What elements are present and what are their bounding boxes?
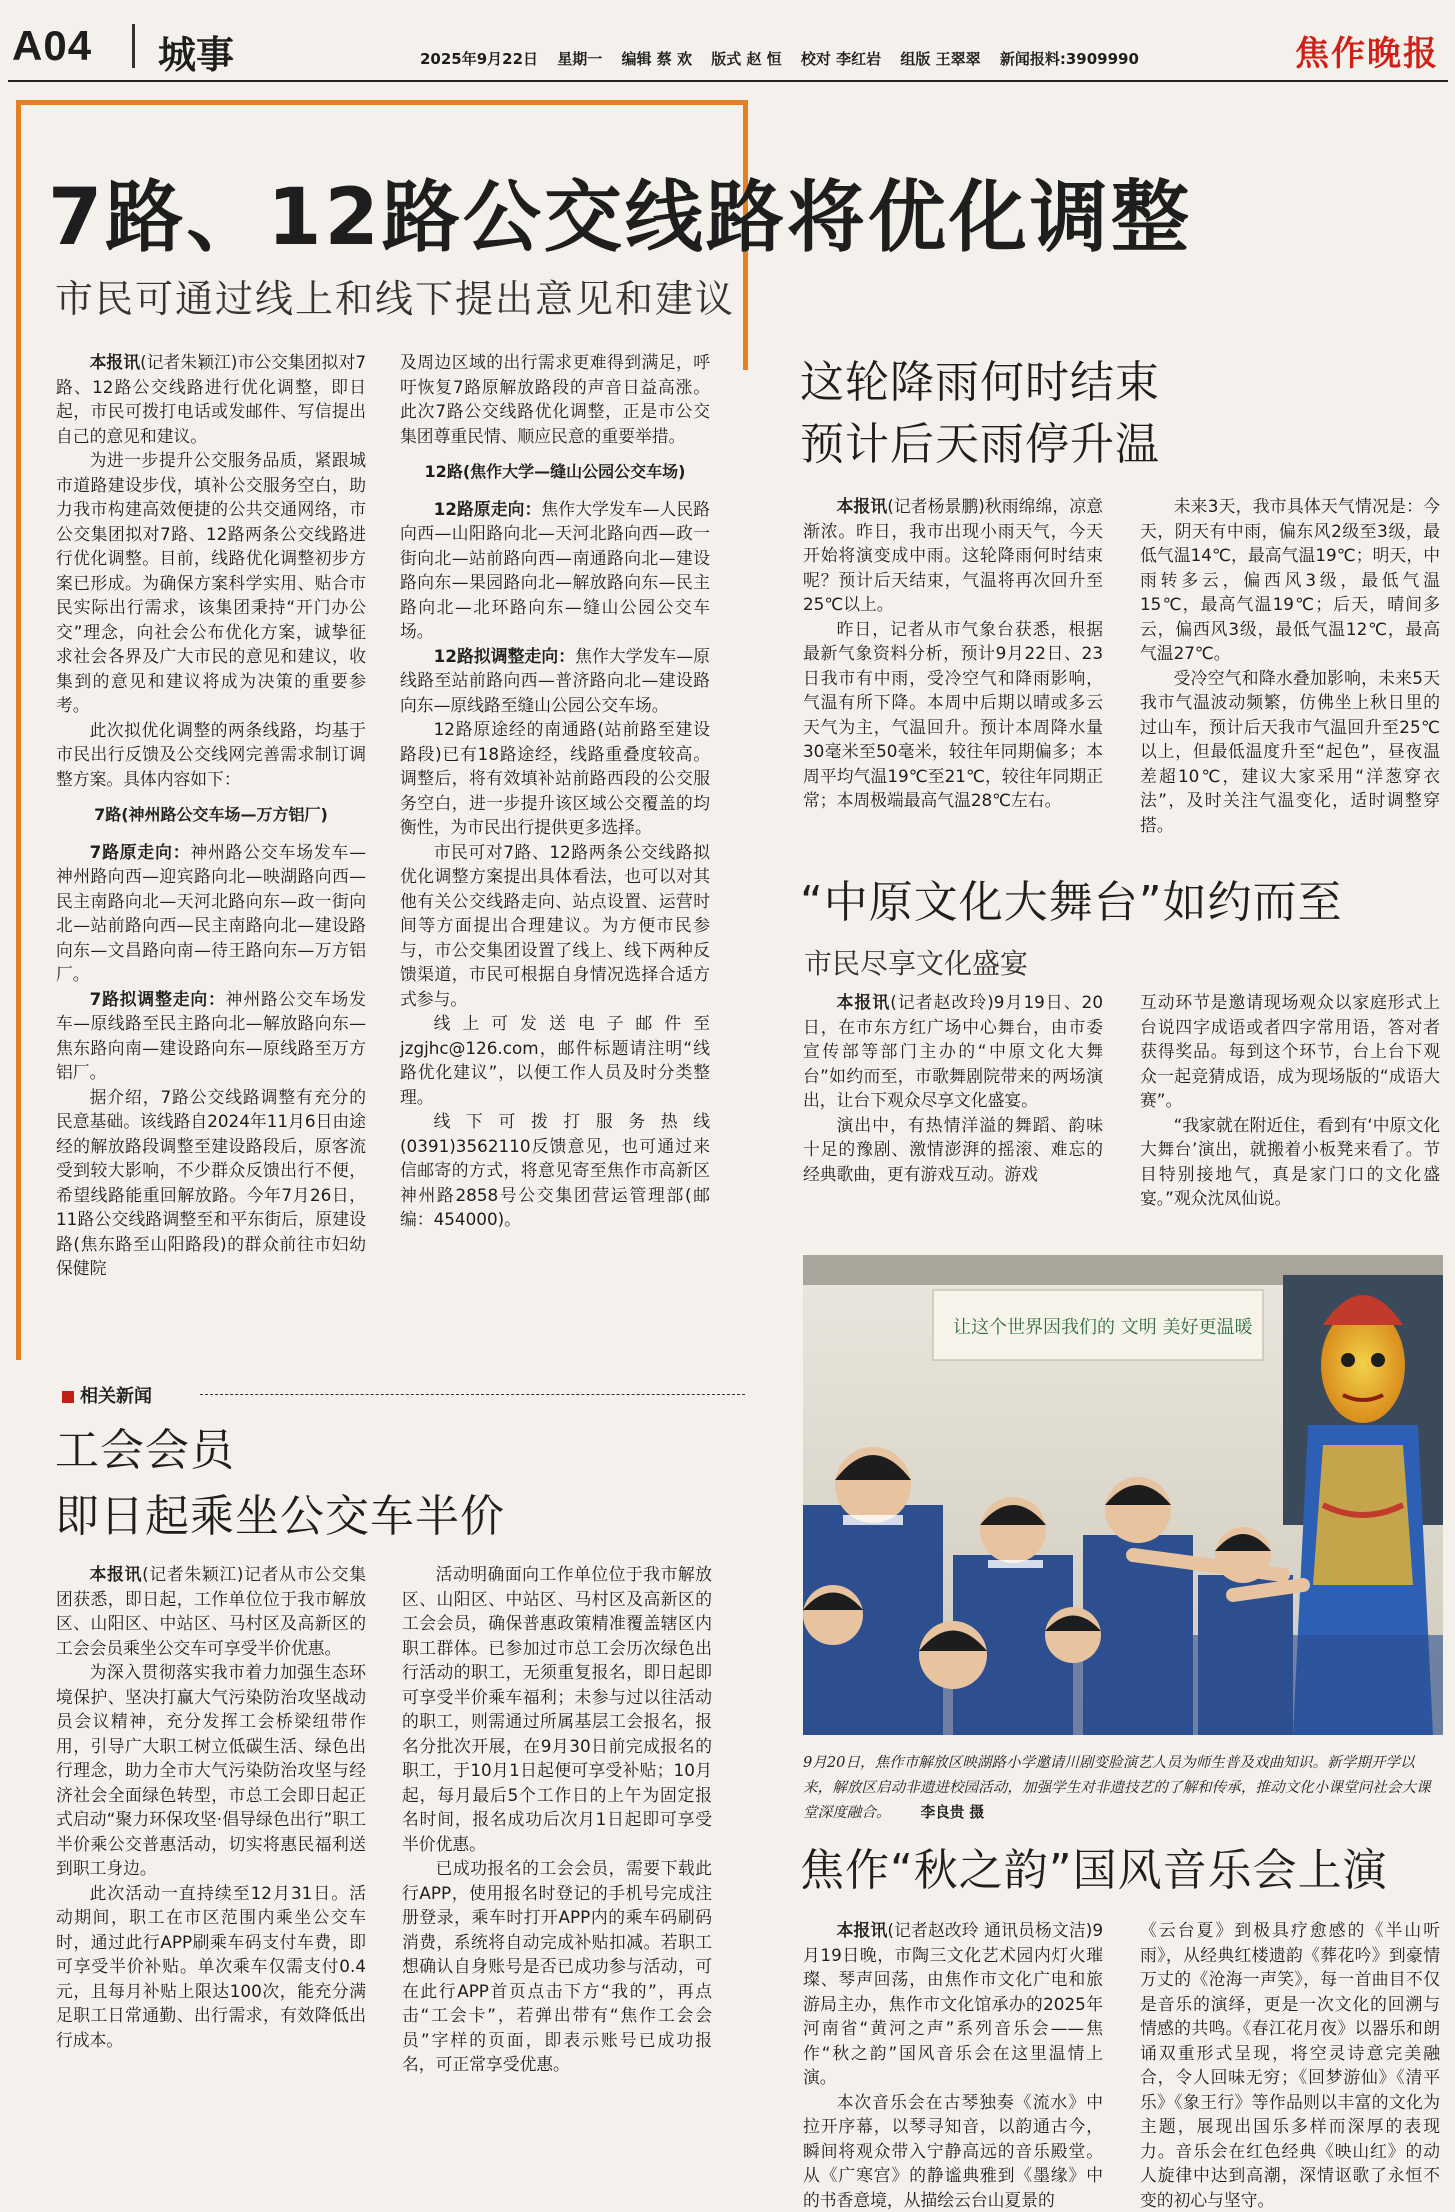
weather-column-1 [803, 494, 1103, 813]
lead-story-column-2 [400, 350, 710, 1232]
related-title-line2: 即日起乘坐公交车半价 [55, 1484, 505, 1550]
wall-banner-text: 让这个世界因我们的 文明 美好更温暖 [953, 1317, 1252, 1338]
layout-designer: 版式 赵 恒 [711, 50, 781, 68]
culture-column-2 [1140, 990, 1440, 1211]
paragraph: 此次拟优化调整的两条线路，均基于市民出行反馈及公交线网完善需求制订调整方案。具体内容如下： [56, 718, 366, 792]
paragraph: 12路原途经的南通路(站前路至建设路段)已有18路途经，线路重叠度较高。调整后，将有效填补站前路西段的公交服务空白，进一步提升该区域公交覆盖的均衡性，为市民出行提供更多选择。 [400, 717, 710, 840]
related-news-tag: 相关新闻 [62, 1382, 152, 1408]
typesetter: 组版 王翠翠 [900, 50, 980, 68]
paragraph: 线下可拨打服务热线(0391)3562110反馈意见，也可通过来信邮寄的方式，将意见寄至焦作市高新区神州路2858号公交集团营运管理部(邮编：454000)。 [400, 1109, 710, 1232]
culture-title: “中原文化大舞台”如约而至 [800, 870, 1343, 936]
classroom-scene-illustration [803, 1255, 1443, 1735]
weather-title-line2: 预计后天雨停升温 [800, 412, 1160, 478]
paragraph: 未来3天，我市具体天气情况是：今天，阴天有中雨，偏东风2级至3级，最低气温14℃，最高气温19℃；明天，中雨转多云，偏西风3级，最低气温15℃，最高气温19℃；后天，晴间多云，偏西风3级，最低气温12℃，最高气温27℃。 [1140, 494, 1440, 666]
paragraph: 活动明确面向工作单位位于我市解放区、山阳区、中站区、马村区及高新区的工会会员，确保普惠政策精准覆盖辖区内职工群体。已参加过市总工会历次绿色出行活动的职工，无须重复报名，即日起即可享受半价乘车福利；未参与过以往活动的职工，则需通过所属基层工会报名，报名分批次开展，在9月30日前完成报名的职工，于10月1日起便可享受补贴；10月起，每月最后5个工作日的上午为固定报名时间，报名成功后次月1日起即可享受半价优惠。 [402, 1562, 712, 1856]
face-changing-opera-photo [803, 1255, 1443, 1735]
paragraph: “我家就在附近住，看到有‘中原文化大舞台’演出，就搬着小板凳来看了。节目特别接地气，真是家门口的文化盛宴。”观众沈凤仙说。 [1140, 1113, 1440, 1211]
concert-column-2 [1140, 1918, 1440, 2212]
related-news-rule [200, 1394, 745, 1395]
paragraph: 7路拟调整走向：神州路公交车场发车—原线路至民主路向北—解放路向东—焦东路向南—建设路向东—原线路至万方铝厂。 [56, 987, 366, 1085]
culture-column-1 [803, 990, 1103, 1186]
paragraph: 《云台夏》到极具疗愈感的《半山听雨》，从经典红楼遗韵《葬花吟》到豪情万丈的《沧海一声笑》，每一首曲目不仅是音乐的演绎，更是一次文化的回溯与情感的共鸣。《春江花月夜》以器乐和朗诵双重形式呈现，将空灵诗意完美融合，令人回味无穷；《回梦游仙》《清平乐》《象王行》等作品则以丰富的文化为主题，展现出国乐多样而深厚的表现力。音乐会在红色经典《映山红》的动人旋律中达到高潮，深情讴歌了永恒不变的初心与坚守。 [1140, 1918, 1440, 2212]
square-bullet-icon [62, 1391, 74, 1403]
issue-date: 2025年9月22日 [420, 50, 538, 68]
proofreader: 校对 李红岩 [801, 50, 881, 68]
paragraph: 本次音乐会在古琴独奏《流水》中拉开序幕，以琴寻知音，以韵通古今，瞬间将观众带入宁静高远的音乐殿堂。从《广寒宫》的静谧典雅到《墨缘》中的书香意境，从描绘云台山夏景的 [803, 2090, 1103, 2212]
page-number: A04 [12, 22, 92, 70]
editor: 编辑 蔡 欢 [622, 50, 692, 68]
header-divider [132, 24, 135, 68]
weather-title-line1: 这轮降雨何时结束 [800, 350, 1160, 416]
header-info [420, 48, 1153, 69]
paragraph: 市民可对7路、12路两条公交线路拟优化调整方案提出具体看法，也可以对其他有关公交线路走向、站点设置、运营时间等方面提出合理建议。为方便市民参与，市公交集团设置了线上、线下两种反馈渠道，市民可根据自身情况选择合适方式参与。 [400, 840, 710, 1012]
paragraph: 为深入贯彻落实我市着力加强生态环境保护、坚决打赢大气污染防治攻坚战动员会议精神，充分发挥工会桥梁纽带作用，引导广大职工树立低碳生活、绿色出行理念，助力全市大气污染防治攻坚与经济社会全面绿色转型，市总工会即日起正式启动“聚力环保攻坚·倡导绿色出行”职工半价乘公交普惠活动，切实将惠民福利送到职工身边。 [56, 1660, 366, 1881]
paragraph: 受冷空气和降水叠加影响，未来5天我市气温波动频繁，仿佛坐上秋日里的过山车，预计后天我市气温回升至25℃以上，但最低温度升至“起色”，昼夜温差超10℃，建议大家采用“洋葱穿衣法”，及时关注气温变化，适时调整穿搭。 [1140, 666, 1440, 838]
paragraph: 7路原走向：神州路公交车场发车—神州路向西—迎宾路向北—映湖路向西—民主南路向北—天河北路向东—政一街向北—站前路向西—民主南路向北—建设路向东—文昌路向南—待王路向东—万方铝厂。 [56, 840, 366, 987]
section-name: 城事 [158, 24, 234, 79]
paragraph: 互动环节是邀请现场观众以家庭形式上台说四字成语或者四字常用语，答对者获得奖品。每到这个环节，台上台下观众一起竞猜成语，成为现场版的“成语大赛”。 [1140, 990, 1440, 1113]
paragraph: 此次活动一直持续至12月31日。活动期间，职工在市区范围内乘坐公交车时，通过此行APP刷乘车码支付车费，即可享受半价补贴。单次乘车仅需支付0.4元，且每月补贴上限达100次，能充分满足职工日常通勤、出行需求，有效降低出行成本。 [56, 1881, 366, 2053]
related-title-line1: 工会会员 [55, 1418, 235, 1484]
paragraph: 据介绍，7路公交线路调整有充分的民意基础。该线路自2024年11月6日由途经的解放路段调整至建设路段后，原客流受到较大影响，不少群众反馈出行不便，希望线路能重回解放路。今年7月26日，11路公交线路调整至和平东街后，原建设路(焦东路至山阳路段)的群众前往市妇幼保健院 [56, 1085, 366, 1281]
paragraph: 及周边区域的出行需求更难得到满足，呼吁恢复7路原解放路段的声音日益高涨。此次7路公交线路优化调整，正是市公交集团尊重民情、顺应民意的重要举措。 [400, 350, 710, 448]
photo-caption [803, 1750, 1441, 1825]
newspaper-logo: 焦作晚报 [1295, 26, 1439, 75]
header-rule [8, 80, 1448, 82]
related-story-column-1 [56, 1562, 366, 2052]
concert-title: 焦作“秋之韵”国风音乐会上演 [800, 1838, 1388, 1904]
paragraph: 线上可发送电子邮件至jzgjhc@126.com，邮件标题请注明“线路优化建议”，以便工作人员及时分类整理。 [400, 1011, 710, 1109]
culture-subtitle: 市民尽享文化盛宴 [804, 942, 1028, 982]
paragraph: 为进一步提升公交服务品质，紧跟城市道路建设步伐，填补公交服务空白，助力我市构建高效便捷的公共交通网络，市公交集团拟对7路、12路两条公交线路进行优化调整。目前，线路优化调整初步方案已形成。为确保方案科学实用、贴合市民实际出行需求，该集团秉持“开门办公交”理念，向社会公布优化方案，诚挚征求社会各界及广大市民的意见和建议，收集到的意见和建议将成为决策的重要参考。 [56, 448, 366, 718]
lead-headline: 7路、12路公交线路将优化调整 [48, 155, 1192, 267]
issue-weekday: 星期一 [557, 50, 602, 68]
paragraph: 演出中，有热情洋溢的舞蹈、韵味十足的豫剧、激情澎湃的摇滚、难忘的经典歌曲，更有游戏互动。游戏 [803, 1113, 1103, 1187]
lead-subhead: 市民可通过线上和线下提出意见和建议 [55, 268, 735, 323]
paragraph: 本报讯(记者杨景鹏)秋雨绵绵，凉意渐浓。昨日，我市出现小雨天气，今天开始将演变成中雨。这轮降雨何时结束呢？预计后天结束，气温将再次回升至25℃以上。 [803, 494, 1103, 617]
caption-text: 9月20日，焦作市解放区映湖路小学邀请川剧变脸演艺人员为师生普及戏曲知识。新学期开学以来，解放区启动非遗进校园活动，加强学生对非遗技艺的了解和传承，推动文化小课堂问社会大课堂深度融合。 [803, 1754, 1431, 1821]
paragraph: 本报讯(记者赵改玲)9月19日、20日，在市东方红广场中心舞台，由市委宣传部等部门主办的“中原文化大舞台”如约而至，市歌舞剧院带来的两场演出，让台下观众尽享文化盛宴。 [803, 990, 1103, 1113]
paragraph: 12路原走向：焦作大学发车—人民路向西—山阳路向北—天河北路向西—政一街向北—站前路向西—南通路向北—建设路向东—果园路向北—解放路向东—民主路向北—北环路向东—缝山公园公交车场。 [400, 497, 710, 644]
paragraph: 本报讯(记者朱颖江)市公交集团拟对7路、12路公交线路进行优化调整，即日起，市民可拨打电话或发邮件、写信提出自己的意见和建议。 [56, 350, 366, 448]
photo-credit: 李良贵 摄 [921, 1804, 984, 1821]
paragraph: 本报讯(记者赵改玲 通讯员杨文洁)9月19日晚，市陶三文化艺术园内灯火璀璨、琴声回荡，由焦作市文化广电和旅游局主办，焦作市文化馆承办的2025年河南省“黄河之声”系列音乐会——焦作“秋之韵”国风音乐会在这里温情上演。 [803, 1918, 1103, 2090]
paragraph: 本报讯(记者朱颖江)记者从市公交集团获悉，即日起，工作单位位于我市解放区、山阳区、中站区、马村区及高新区的工会会员乘坐公交车可享受半价优惠。 [56, 1562, 366, 1660]
news-hotline: 新闻报料:3909990 [1000, 50, 1139, 68]
related-story-column-2 [402, 1562, 712, 2077]
route-subheading: 12路(焦作大学—缝山公园公交车场) [400, 460, 710, 485]
paragraph: 已成功报名的工会会员，需要下载此行APP，使用报名时登记的手机号完成注册登录，乘车时打开APP内的乘车码刷码消费，系统将自动完成补贴扣减。若职工想确认自身账号是否已成功参与活动，可在此行APP首页点击下方“我的”，再点击“工会卡”，若弹出带有“焦作工会会员”字样的页面，即表示账号已成功报名，可正常享受优惠。 [402, 1856, 712, 2077]
paragraph: 12路拟调整走向：焦作大学发车—原线路至站前路向西—普济路向北—建设路向东—原线路至缝山公园公交车场。 [400, 644, 710, 718]
weather-column-2 [1140, 494, 1440, 837]
concert-column-1 [803, 1918, 1103, 2212]
paragraph: 昨日，记者从市气象台获悉，根据最新气象资料分析，预计9月22日、23日我市有中雨，受冷空气和降雨影响，气温有所下降。本周中后期以晴或多云天气为主，气温回升。预计本周降水量30毫米至50毫米，较往年同期偏多；本周平均气温19℃至21℃，较往年同期正常；本周极端最高气温28℃左右。 [803, 617, 1103, 813]
route-subheading: 7路(神州路公交车场—万方铝厂) [56, 803, 366, 828]
lead-story-column-1 [56, 350, 366, 1281]
